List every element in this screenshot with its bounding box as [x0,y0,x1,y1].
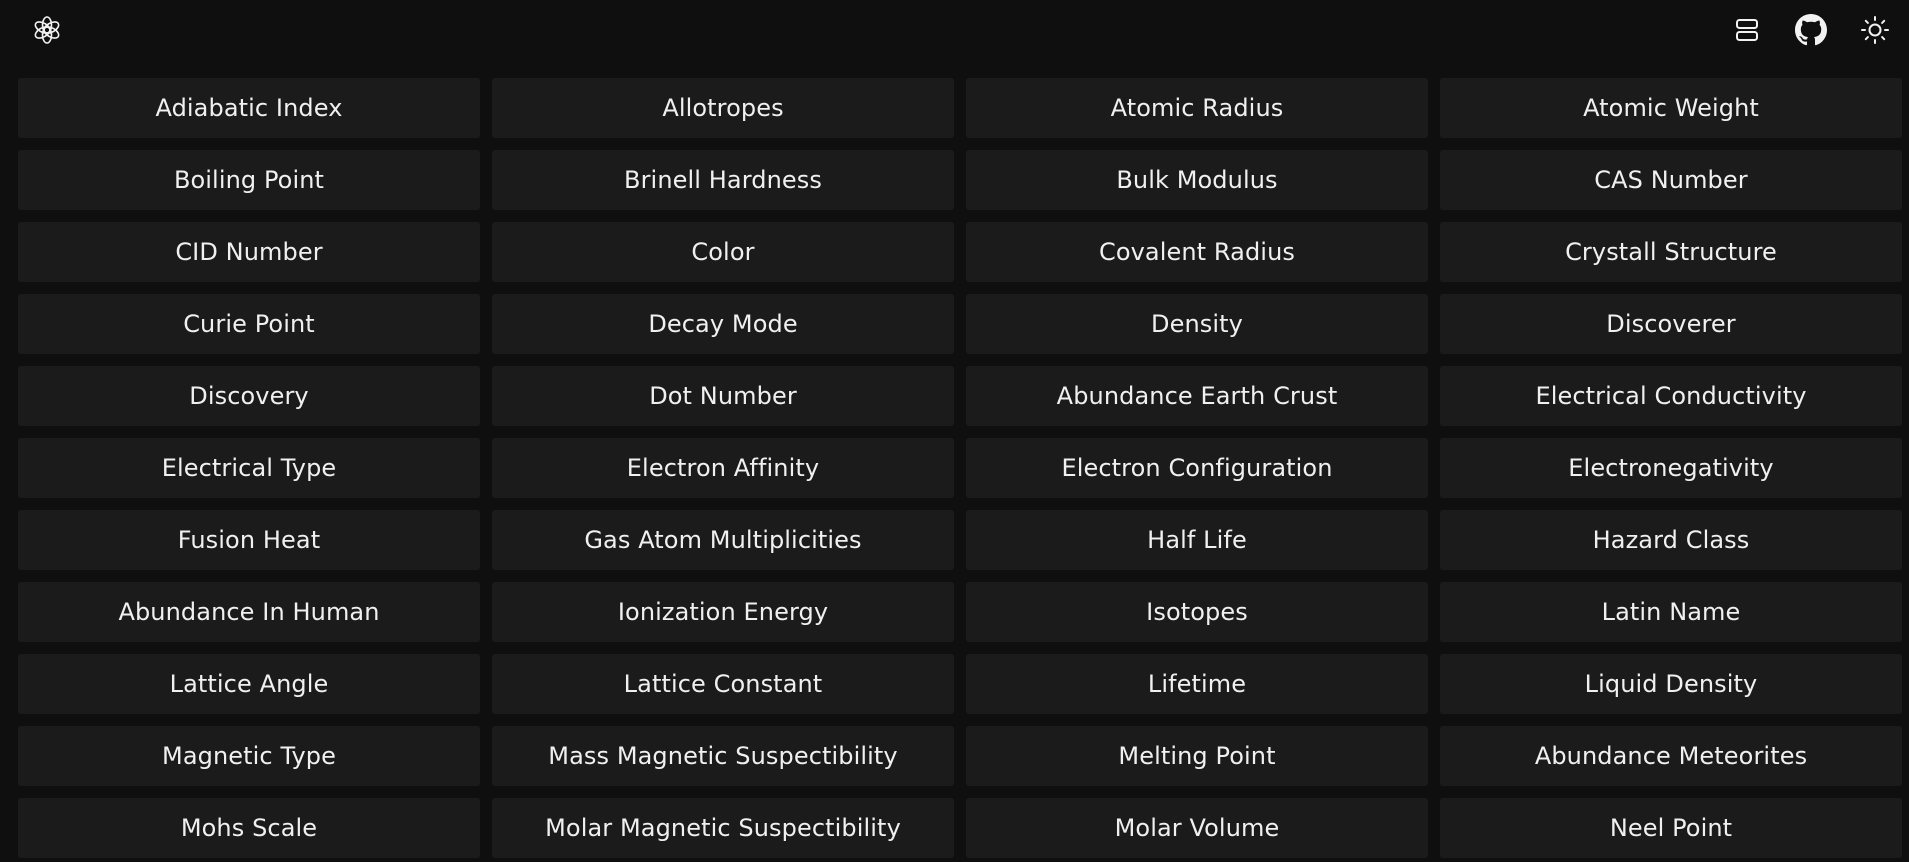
property-button[interactable]: Electronegativity [1440,438,1902,498]
property-button[interactable]: Melting Point [966,726,1428,786]
property-button[interactable]: Decay Mode [492,294,954,354]
property-button[interactable]: Liquid Density [1440,654,1902,714]
property-button[interactable]: Brinell Hardness [492,150,954,210]
layout-toggle-icon[interactable] [1731,14,1763,46]
property-button[interactable]: Discoverer [1440,294,1902,354]
top-bar [0,0,1909,60]
logo-knot-icon[interactable] [30,13,64,47]
property-button[interactable]: Lifetime [966,654,1428,714]
property-button[interactable]: Lattice Angle [18,654,480,714]
property-button[interactable]: Neel Point [1440,798,1902,858]
property-button[interactable]: Fusion Heat [18,510,480,570]
theme-sun-icon[interactable] [1859,14,1891,46]
property-grid [18,78,1905,858]
property-button[interactable]: Color [492,222,954,282]
property-button[interactable]: Crystall Structure [1440,222,1902,282]
property-button[interactable]: Magnetic Type [18,726,480,786]
property-button[interactable]: Abundance Meteorites [1440,726,1902,786]
github-icon[interactable] [1795,14,1827,46]
property-button[interactable]: Covalent Radius [966,222,1428,282]
property-button[interactable]: Atomic Radius [966,78,1428,138]
property-button[interactable]: Electrical Type [18,438,480,498]
property-button[interactable]: CAS Number [1440,150,1902,210]
property-button[interactable]: Bulk Modulus [966,150,1428,210]
property-button[interactable]: Adiabatic Index [18,78,480,138]
property-button[interactable]: Discovery [18,366,480,426]
property-button[interactable]: Gas Atom Multiplicities [492,510,954,570]
property-button[interactable]: Half Life [966,510,1428,570]
property-button[interactable]: Abundance Earth Crust [966,366,1428,426]
property-button[interactable]: CID Number [18,222,480,282]
property-button[interactable]: Atomic Weight [1440,78,1902,138]
property-button[interactable]: Mass Magnetic Suspectibility [492,726,954,786]
property-button[interactable]: Latin Name [1440,582,1902,642]
property-button[interactable]: Allotropes [492,78,954,138]
property-button[interactable]: Electron Affinity [492,438,954,498]
property-button[interactable]: Mohs Scale [18,798,480,858]
property-button[interactable]: Isotopes [966,582,1428,642]
property-button[interactable]: Electron Configuration [966,438,1428,498]
property-button[interactable]: Hazard Class [1440,510,1902,570]
property-button[interactable]: Molar Magnetic Suspectibility [492,798,954,858]
property-button[interactable]: Dot Number [492,366,954,426]
property-button[interactable]: Electrical Conductivity [1440,366,1902,426]
top-actions [1731,14,1891,46]
property-button[interactable]: Ionization Energy [492,582,954,642]
property-button[interactable]: Lattice Constant [492,654,954,714]
property-button[interactable]: Boiling Point [18,150,480,210]
property-button[interactable]: Abundance In Human [18,582,480,642]
property-button[interactable]: Curie Point [18,294,480,354]
property-button[interactable]: Molar Volume [966,798,1428,858]
property-button[interactable]: Density [966,294,1428,354]
